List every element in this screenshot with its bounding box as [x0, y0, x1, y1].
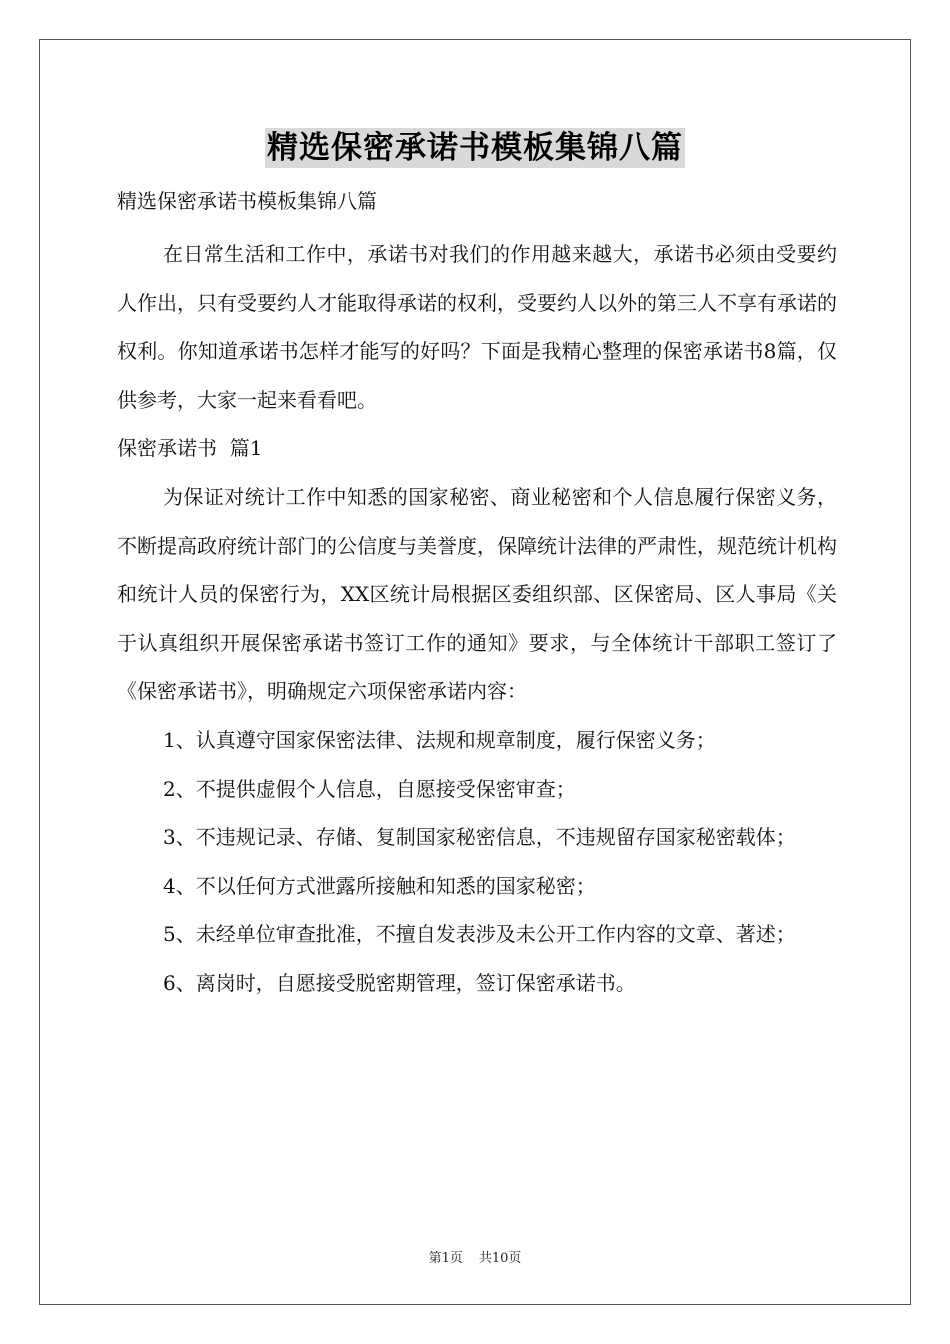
section-heading: 保密承诺书 篇1 — [117, 436, 263, 461]
section-body-paragraph: 为保证对统计工作中知悉的国家秘密、商业秘密和个人信息履行保密义务，不断提高政府统计部门的公信度与美誉度，保障统计法律的严肃性，规范统计机构和统计人员的保密行为，XX区统计局根据区委组织部、区保密局、区人事局《关于认真组织开展保密承诺书签订工作的通知》要求，与全体统计干部职工签订了《保密承诺书》，明确规定六项保密承诺内容： — [117, 484, 837, 704]
page-number: 第1页 — [428, 1251, 463, 1266]
document-subtitle: 精选保密承诺书模板集锦八篇 — [117, 189, 377, 213]
list-item: 2、不提供虚假个人信息，自愿接受保密审查； — [163, 776, 576, 801]
list-item: 5、未经单位审查批准，不擅自发表涉及未公开工作内容的文章、著述； — [163, 922, 796, 947]
list-item: 3、不违规记录、存储、复制国家秘密信息，不违规留存国家秘密载体； — [163, 825, 796, 850]
list-item: 6、离岗时，自愿接受脱密期管理，签订保密承诺书。 — [163, 970, 636, 995]
intro-paragraph: 在日常生活和工作中，承诺书对我们的作用越来越大，承诺书必须由受要约人作出，只有受要约人才能取得承诺的权利，受要约人以外的第三人不享有承诺的权利。你知道承诺书怎样才能写的好吗？下面是我精心整理的保密承诺书8篇，仅供参考，大家一起来看看吧。 — [117, 242, 837, 412]
document-body — [117, 181, 837, 1008]
page-footer — [0, 1247, 950, 1266]
list-item: 4、不以任何方式泄露所接触和知悉的国家秘密； — [163, 873, 596, 898]
page-total: 共10页 — [478, 1251, 522, 1266]
list-item: 1、认真遵守国家保密法律、法规和规章制度，履行保密义务； — [163, 727, 716, 752]
document-title: 精选保密承诺书模板集锦八篇 — [267, 130, 683, 166]
title-container — [0, 128, 950, 168]
